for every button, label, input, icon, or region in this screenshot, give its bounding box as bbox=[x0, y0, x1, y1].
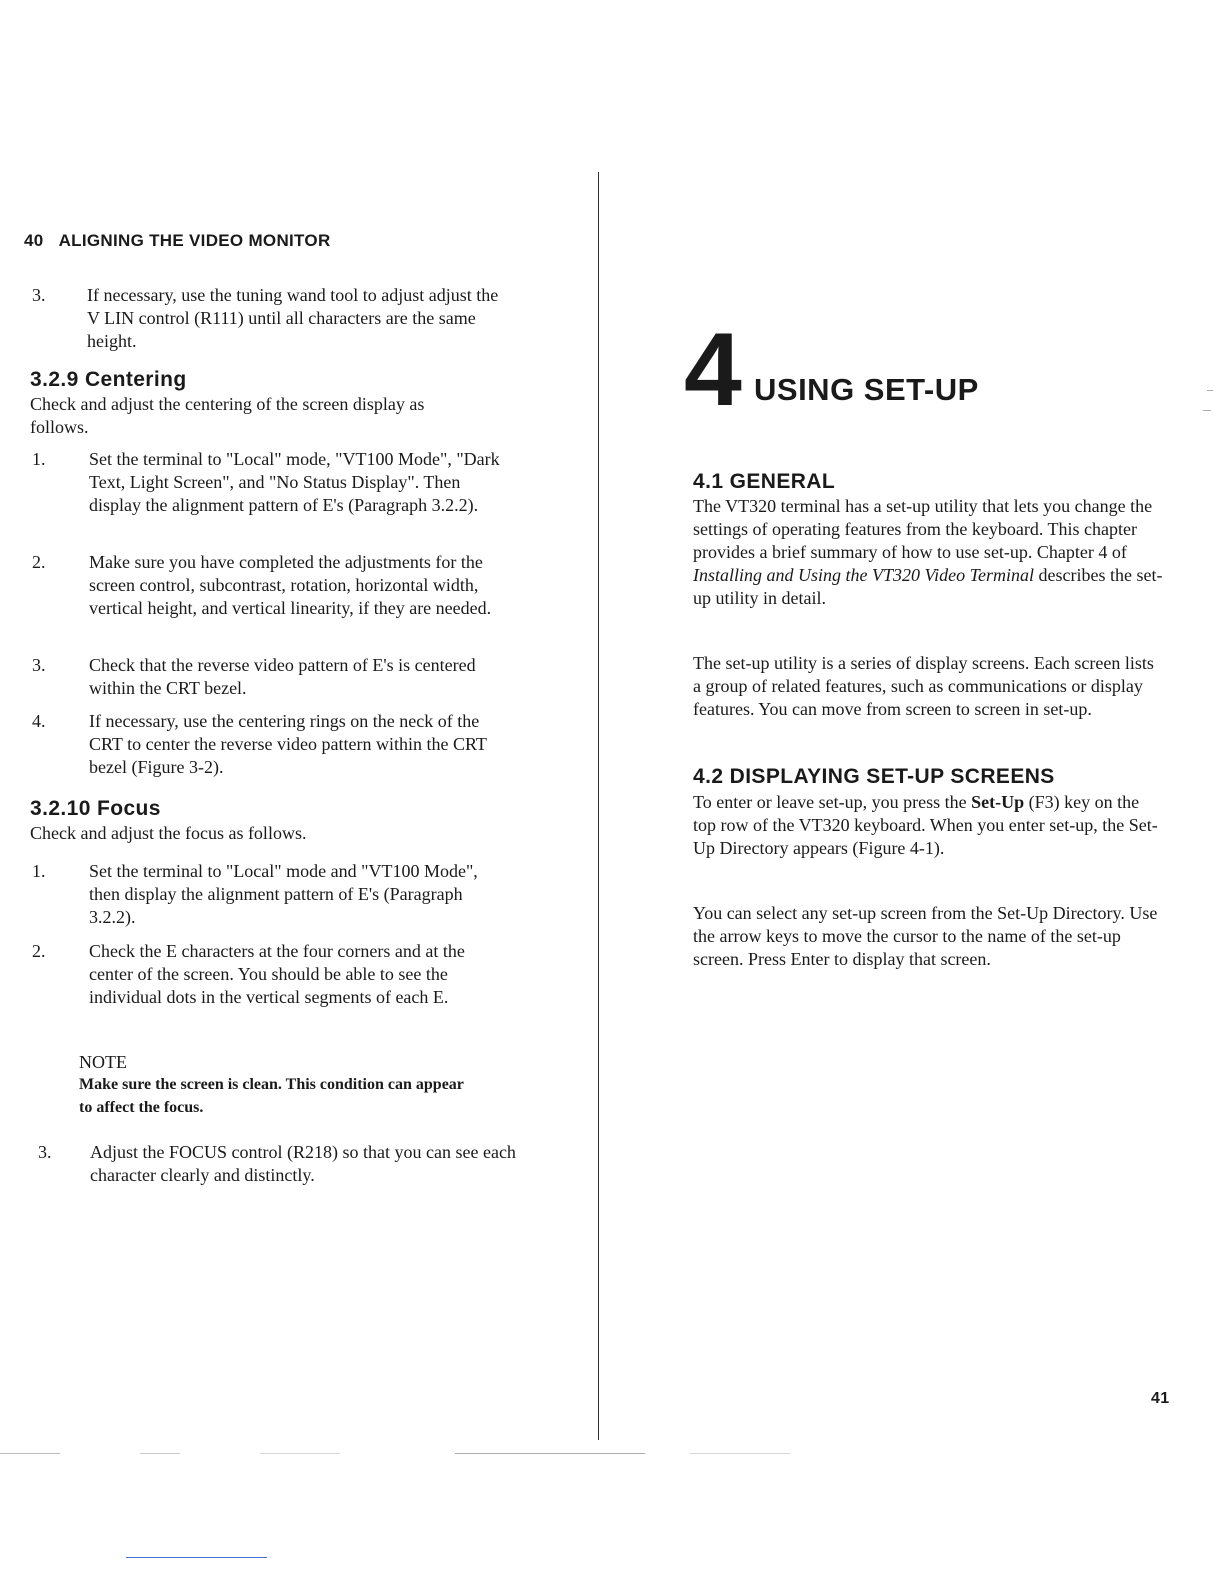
chapter-title: USING SET-UP bbox=[754, 372, 979, 407]
note-label: NOTE bbox=[79, 1052, 127, 1072]
list-item-number: 2. bbox=[32, 941, 46, 961]
displaying-paragraph-2: You can select any set-up screen from the Set-Up Directory. Use the arrow keys to move the cursor to the name of the set-up screen. Press Enter to display that screen. bbox=[693, 903, 1158, 969]
section-heading-centering: 3.2.9 Centering bbox=[30, 368, 187, 391]
section-heading-displaying: 4.2 DISPLAYING SET-UP SCREENS bbox=[693, 765, 1055, 788]
list-item-text: Set the terminal to "Local" mode and "VT100 Mode", then display the alignment pattern of E's (Paragraph 3.2.2). bbox=[89, 861, 478, 927]
chapter-number: 4 bbox=[684, 312, 742, 428]
list-item-text: Check the E characters at the four corners and at the center of the screen. You should be able to see the individual dots in the vertical segments of each E. bbox=[89, 941, 465, 1007]
list-item-number: 2. bbox=[32, 552, 46, 572]
list-item-text: Check that the reverse video pattern of E's is centered within the CRT bezel. bbox=[89, 655, 476, 698]
section-intro-focus: Check and adjust the focus as follows. bbox=[30, 823, 307, 843]
displaying-paragraph-1: To enter or leave set-up, you press the Set-Up (F3) key on the top row of the VT320 keyboard. When you enter set-up, the Set-Up Directory appears (Figure 4-1). bbox=[693, 792, 1158, 858]
page-header-left bbox=[24, 231, 331, 251]
key-name: Set-Up bbox=[971, 792, 1025, 812]
book-title: Installing and Using the VT320 Video Terminal bbox=[693, 565, 1035, 585]
page-number-right: 41 bbox=[1151, 1390, 1170, 1407]
list-item-number: 4. bbox=[32, 711, 46, 731]
section-heading-focus: 3.2.10 Focus bbox=[30, 797, 161, 820]
list-item-number: 3. bbox=[32, 285, 46, 305]
list-item-text: Adjust the FOCUS control (R218) so that you can see each character clearly and distinctly. bbox=[90, 1142, 516, 1185]
list-item-number: 3. bbox=[38, 1142, 52, 1162]
list-item-number: 1. bbox=[32, 861, 46, 881]
list-item-number: 3. bbox=[32, 655, 46, 675]
running-title: ALIGNING THE VIDEO MONITOR bbox=[58, 231, 331, 250]
list-item-text: If necessary, use the centering rings on the neck of the CRT to center the reverse video pattern within the CRT bezel (Figure 3-2). bbox=[89, 711, 487, 777]
note-text: Make sure the screen is clean. This condition can appear to affect the focus. bbox=[79, 1076, 464, 1116]
page-divider bbox=[598, 172, 599, 1440]
list-item-text: Make sure you have completed the adjustments for the screen control, subcontrast, rotation, horizontal width, vertical height, and vertical linearity, if they are needed. bbox=[89, 552, 492, 618]
list-item-number: 1. bbox=[32, 449, 46, 469]
general-paragraph-2: The set-up utility is a series of display screens. Each screen lists a group of related features, such as communications or display features. You can move from screen to screen in set-up. bbox=[693, 653, 1154, 719]
scan-edge-line bbox=[126, 1557, 267, 1558]
section-intro-centering: Check and adjust the centering of the screen display as follows. bbox=[30, 394, 425, 437]
general-paragraph-1: The VT320 terminal has a set-up utility that lets you change the settings of operating features from the keyboard. This chapter provides a brief summary of how to use set-up. Chapter 4 of Installing and Using the VT320 Video Terminal describes the set-up utility in detail. bbox=[693, 496, 1163, 608]
list-item-text: If necessary, use the tuning wand tool to adjust adjust the V LIN control (R111) until all characters are the same height. bbox=[87, 285, 499, 351]
page-number-left: 40 bbox=[24, 231, 44, 250]
section-heading-general: 4.1 GENERAL bbox=[693, 470, 836, 493]
list-item-text: Set the terminal to "Local" mode, "VT100 Mode", "Dark Text, Light Screen", and "No Status Display". Then display the alignment pattern of E's (Paragraph 3.2.2). bbox=[89, 449, 500, 515]
